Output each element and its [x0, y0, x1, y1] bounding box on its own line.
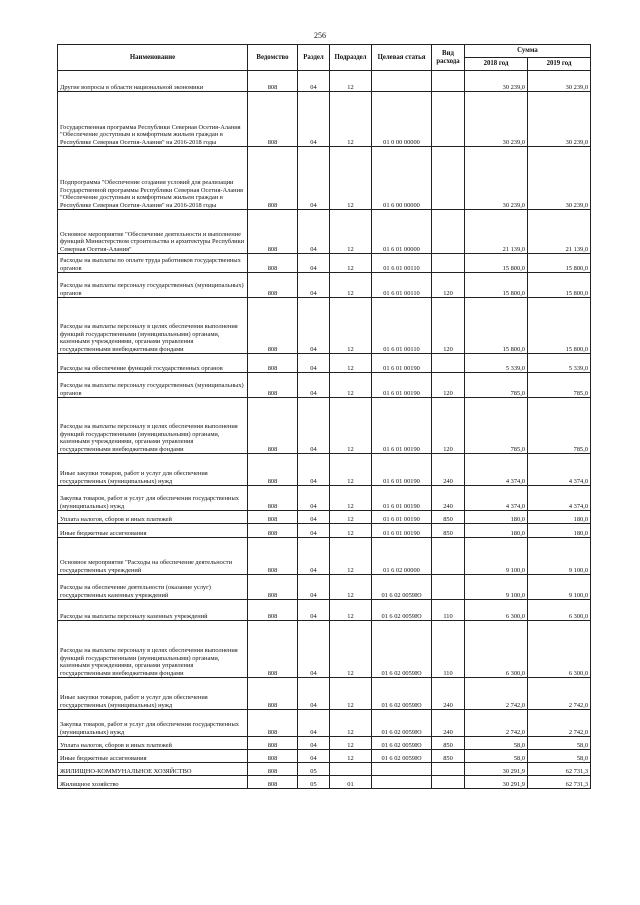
cell-exp-type — [432, 147, 465, 210]
cell-sum-2018: 4 374,0 — [465, 486, 528, 511]
cell-article: 01 6 01 00110 — [372, 273, 432, 298]
cell-name: Расходы на выплаты персоналу государственных (муниципальных) органов — [58, 373, 248, 398]
cell-dept: 808 — [248, 92, 298, 147]
cell-section: 05 — [298, 763, 330, 776]
cell-sum-2019: 58,0 — [528, 750, 591, 763]
cell-name: Закупка товаров, работ и услуг для обеспечения государственных (муниципальных) нужд — [58, 486, 248, 511]
cell-sum-2019: 2 742,0 — [528, 678, 591, 710]
cell-section: 04 — [298, 398, 330, 454]
cell-sum-2019: 180,0 — [528, 524, 591, 538]
cell-sum-2018: 2 742,0 — [465, 710, 528, 737]
cell-section: 04 — [298, 210, 330, 254]
cell-name: Расходы на выплаты персоналу казенных учреждений — [58, 600, 248, 621]
cell-name: Расходы на выплаты персоналу государственных (муниципальных) органов — [58, 273, 248, 298]
cell-sum-2019: 15 800,0 — [528, 298, 591, 354]
cell-subsection: 12 — [330, 398, 372, 454]
cell-sum-2019: 30 239,0 — [528, 71, 591, 92]
cell-dept: 808 — [248, 254, 298, 273]
cell-exp-type: 120 — [432, 373, 465, 398]
cell-dept: 808 — [248, 750, 298, 763]
cell-sum-2019: 30 239,0 — [528, 147, 591, 210]
cell-exp-type — [432, 354, 465, 373]
cell-sum-2019: 15 800,0 — [528, 273, 591, 298]
cell-article: 01 6 01 00000 — [372, 210, 432, 254]
cell-article: 01 6 01 00190 — [372, 354, 432, 373]
cell-sum-2018: 30 291,9 — [465, 763, 528, 776]
cell-section: 04 — [298, 147, 330, 210]
cell-sum-2018: 58,0 — [465, 750, 528, 763]
cell-name: Уплата налогов, сборов и иных платежей — [58, 511, 248, 524]
cell-article: 01 6 01 00190 — [372, 486, 432, 511]
cell-sum-2019: 785,0 — [528, 398, 591, 454]
table-row — [58, 454, 591, 486]
cell-exp-type: 850 — [432, 737, 465, 750]
cell-exp-type: 240 — [432, 710, 465, 737]
cell-dept: 808 — [248, 273, 298, 298]
cell-name: Закупка товаров, работ и услуг для обеспечения государственных (муниципальных) нужд — [58, 710, 248, 737]
cell-dept: 808 — [248, 575, 298, 600]
header-dept: Ведомство — [248, 45, 298, 71]
cell-subsection — [330, 763, 372, 776]
cell-sum-2018: 6 300,0 — [465, 600, 528, 621]
cell-exp-type: 120 — [432, 273, 465, 298]
cell-name: Подпрограмма "Обеспечение создания условий для реализации Государственной программы Республики Северная Осетия-Алания "Обеспечение доступным и комфортным жильем граждан в Республике Северная Осетия-Алания" на 2016-2018 годы — [58, 147, 248, 210]
cell-exp-type: 120 — [432, 298, 465, 354]
cell-name: Расходы на выплаты персоналу в целях обеспечения выполнения функций государственными (муниципальными) органами, казенными учреждениями, органами управления государственными внебюджетными фондами — [58, 398, 248, 454]
cell-sum-2018: 2 742,0 — [465, 678, 528, 710]
cell-name: Расходы на выплаты персоналу в целях обеспечения выполнения функций государственными (муниципальными) органами, казенными учреждениями, органами управления государственными внебюджетными фондами — [58, 621, 248, 678]
cell-exp-type: 240 — [432, 454, 465, 486]
cell-section: 04 — [298, 621, 330, 678]
cell-section: 04 — [298, 511, 330, 524]
cell-dept: 808 — [248, 511, 298, 524]
cell-name: Иные закупки товаров, работ и услуг для обеспечения государственных (муниципальных) нужд — [58, 678, 248, 710]
cell-exp-type: 240 — [432, 486, 465, 511]
cell-subsection: 12 — [330, 298, 372, 354]
cell-sum-2019: 5 339,0 — [528, 354, 591, 373]
table-row — [58, 678, 591, 710]
cell-dept: 808 — [248, 298, 298, 354]
cell-name: Расходы на выплаты по оплате труда работников государственных органов — [58, 254, 248, 273]
cell-subsection: 01 — [330, 776, 372, 789]
cell-sum-2019: 4 374,0 — [528, 454, 591, 486]
table-row — [58, 763, 591, 776]
cell-exp-type — [432, 210, 465, 254]
cell-dept: 808 — [248, 737, 298, 750]
cell-subsection: 12 — [330, 373, 372, 398]
cell-name: Уплата налогов, сборов и иных платежей — [58, 737, 248, 750]
cell-sum-2018: 6 300,0 — [465, 621, 528, 678]
cell-subsection: 12 — [330, 710, 372, 737]
table-row — [58, 538, 591, 575]
cell-sum-2018: 30 239,0 — [465, 71, 528, 92]
cell-sum-2019: 785,0 — [528, 373, 591, 398]
table-row — [58, 621, 591, 678]
header-name: Наименование — [58, 45, 248, 71]
cell-sum-2019: 4 374,0 — [528, 486, 591, 511]
header-year-2019: 2019 год — [528, 58, 591, 71]
cell-sum-2018: 15 800,0 — [465, 273, 528, 298]
table-row — [58, 511, 591, 524]
cell-article: 01 6 02 0059Ю — [372, 678, 432, 710]
cell-dept: 808 — [248, 538, 298, 575]
cell-sum-2019: 58,0 — [528, 737, 591, 750]
cell-article: 01 6 01 00110 — [372, 254, 432, 273]
cell-section: 04 — [298, 354, 330, 373]
cell-name: Расходы на обеспечение функций государственных органов — [58, 354, 248, 373]
cell-subsection: 12 — [330, 750, 372, 763]
cell-subsection: 12 — [330, 737, 372, 750]
cell-dept: 808 — [248, 398, 298, 454]
cell-name: Иные закупки товаров, работ и услуг для обеспечения государственных (муниципальных) нужд — [58, 454, 248, 486]
cell-name: Иные бюджетные ассигнования — [58, 750, 248, 763]
cell-subsection: 12 — [330, 678, 372, 710]
cell-exp-type — [432, 254, 465, 273]
cell-subsection: 12 — [330, 254, 372, 273]
table-row — [58, 298, 591, 354]
cell-sum-2019: 9 100,0 — [528, 538, 591, 575]
cell-section: 04 — [298, 71, 330, 92]
cell-sum-2018: 785,0 — [465, 398, 528, 454]
cell-dept: 808 — [248, 373, 298, 398]
cell-section: 04 — [298, 750, 330, 763]
table-row — [58, 398, 591, 454]
cell-sum-2018: 21 139,0 — [465, 210, 528, 254]
table-row — [58, 210, 591, 254]
cell-dept: 808 — [248, 763, 298, 776]
cell-sum-2018: 58,0 — [465, 737, 528, 750]
cell-section: 04 — [298, 524, 330, 538]
table-row — [58, 524, 591, 538]
cell-article: 01 6 01 00190 — [372, 373, 432, 398]
cell-section: 04 — [298, 710, 330, 737]
cell-exp-type: 110 — [432, 600, 465, 621]
cell-section: 04 — [298, 600, 330, 621]
cell-article: 01 6 01 00110 — [372, 298, 432, 354]
cell-article: 01 6 01 00190 — [372, 524, 432, 538]
cell-subsection: 12 — [330, 147, 372, 210]
cell-article — [372, 763, 432, 776]
cell-sum-2019: 30 239,0 — [528, 92, 591, 147]
cell-name: Основное мероприятие "Расходы на обеспечение деятельности государственных учреждений — [58, 538, 248, 575]
table-row — [58, 71, 591, 92]
cell-subsection: 12 — [330, 538, 372, 575]
cell-sum-2018: 5 339,0 — [465, 354, 528, 373]
table-row — [58, 750, 591, 763]
cell-sum-2019: 15 800,0 — [528, 254, 591, 273]
cell-exp-type — [432, 71, 465, 92]
cell-name: Основное мероприятие "Обеспечение деятельности и выполнение функций Министерством строительства и архитектуры Республики Северная Осетия-Алания" — [58, 210, 248, 254]
table-row — [58, 147, 591, 210]
header-exp-type: Вид расхода — [432, 45, 465, 71]
cell-subsection: 12 — [330, 273, 372, 298]
cell-dept: 808 — [248, 600, 298, 621]
cell-article: 01 6 02 00000 — [372, 538, 432, 575]
page-number: 256 — [314, 31, 326, 40]
table-row — [58, 254, 591, 273]
cell-dept: 808 — [248, 147, 298, 210]
cell-sum-2019: 9 100,0 — [528, 575, 591, 600]
table-row — [58, 710, 591, 737]
cell-article: 01 6 02 0059Ю — [372, 621, 432, 678]
cell-subsection: 12 — [330, 575, 372, 600]
cell-dept: 808 — [248, 710, 298, 737]
cell-name: Расходы на обеспечение деятельности (оказание услуг) государственных казенных учреждений — [58, 575, 248, 600]
cell-dept: 808 — [248, 486, 298, 511]
cell-section: 04 — [298, 486, 330, 511]
cell-sum-2018: 4 374,0 — [465, 454, 528, 486]
cell-section: 04 — [298, 575, 330, 600]
cell-exp-type — [432, 763, 465, 776]
cell-exp-type: 110 — [432, 621, 465, 678]
cell-sum-2018: 785,0 — [465, 373, 528, 398]
cell-section: 04 — [298, 92, 330, 147]
cell-section: 04 — [298, 454, 330, 486]
cell-article: 01 6 02 0059Ю — [372, 750, 432, 763]
table-row — [58, 354, 591, 373]
cell-sum-2018: 30 291,9 — [465, 776, 528, 789]
cell-subsection: 12 — [330, 511, 372, 524]
cell-dept: 808 — [248, 524, 298, 538]
cell-sum-2019: 62 731,3 — [528, 763, 591, 776]
cell-sum-2019: 6 300,0 — [528, 621, 591, 678]
table-row — [58, 776, 591, 789]
cell-exp-type — [432, 538, 465, 575]
cell-sum-2018: 9 100,0 — [465, 575, 528, 600]
cell-article: 01 0 00 00000 — [372, 92, 432, 147]
cell-section: 04 — [298, 373, 330, 398]
cell-article — [372, 71, 432, 92]
cell-exp-type — [432, 776, 465, 789]
table-row — [58, 273, 591, 298]
cell-sum-2019: 2 742,0 — [528, 710, 591, 737]
cell-article: 01 6 00 00000 — [372, 147, 432, 210]
cell-exp-type — [432, 575, 465, 600]
cell-article — [372, 776, 432, 789]
cell-exp-type: 120 — [432, 398, 465, 454]
cell-sum-2018: 15 800,0 — [465, 298, 528, 354]
cell-article: 01 6 01 00190 — [372, 511, 432, 524]
cell-subsection: 12 — [330, 454, 372, 486]
cell-exp-type: 850 — [432, 524, 465, 538]
cell-section: 04 — [298, 298, 330, 354]
cell-article: 01 6 01 00190 — [372, 398, 432, 454]
cell-section: 04 — [298, 678, 330, 710]
cell-subsection: 12 — [330, 354, 372, 373]
budget-table — [57, 44, 591, 789]
cell-section: 05 — [298, 776, 330, 789]
cell-exp-type: 850 — [432, 750, 465, 763]
cell-article: 01 6 01 00190 — [372, 454, 432, 486]
cell-sum-2019: 62 731,3 — [528, 776, 591, 789]
header-sum: Сумма — [465, 45, 591, 58]
cell-dept: 808 — [248, 354, 298, 373]
table-row — [58, 373, 591, 398]
cell-sum-2019: 6 300,0 — [528, 600, 591, 621]
cell-section: 04 — [298, 254, 330, 273]
table-row — [58, 92, 591, 147]
table-row — [58, 600, 591, 621]
cell-subsection: 12 — [330, 210, 372, 254]
cell-exp-type: 240 — [432, 678, 465, 710]
header-subsection: Подраздел — [330, 45, 372, 71]
table-row — [58, 575, 591, 600]
cell-article: 01 6 02 0059Ю — [372, 575, 432, 600]
cell-subsection: 12 — [330, 71, 372, 92]
table-row — [58, 486, 591, 511]
cell-dept: 808 — [248, 678, 298, 710]
cell-exp-type: 850 — [432, 511, 465, 524]
header-year-2018: 2018 год — [465, 58, 528, 71]
cell-sum-2019: 21 139,0 — [528, 210, 591, 254]
cell-sum-2018: 15 800,0 — [465, 254, 528, 273]
header-article: Целевая статья — [372, 45, 432, 71]
cell-section: 04 — [298, 538, 330, 575]
cell-name: Расходы на выплаты персоналу в целях обеспечения выполнения функций государственными (муниципальными) органами, казенными учреждениями, органами управления государственными внебюджетными фондами — [58, 298, 248, 354]
cell-sum-2018: 9 100,0 — [465, 538, 528, 575]
cell-subsection: 12 — [330, 92, 372, 147]
cell-sum-2018: 180,0 — [465, 511, 528, 524]
cell-article: 01 6 02 0059Ю — [372, 600, 432, 621]
cell-subsection: 12 — [330, 486, 372, 511]
header-section: Раздел — [298, 45, 330, 71]
cell-subsection: 12 — [330, 621, 372, 678]
cell-dept: 808 — [248, 71, 298, 92]
cell-article: 01 6 02 0059Ю — [372, 737, 432, 750]
cell-subsection: 12 — [330, 600, 372, 621]
table-body — [58, 71, 591, 789]
cell-exp-type — [432, 92, 465, 147]
cell-sum-2018: 180,0 — [465, 524, 528, 538]
cell-dept: 808 — [248, 454, 298, 486]
cell-article: 01 6 02 0059Ю — [372, 710, 432, 737]
cell-sum-2019: 180,0 — [528, 511, 591, 524]
cell-name: Государственная программа Республики Северная Осетия-Алания "Обеспечение доступным и комфортным жильем граждан в Республике Северная Осетия-Алания" на 2016-2018 годы — [58, 92, 248, 147]
cell-sum-2018: 30 239,0 — [465, 147, 528, 210]
cell-section: 04 — [298, 737, 330, 750]
cell-name: ЖИЛИЩНО-КОММУНАЛЬНОЕ ХОЗЯЙСТВО — [58, 763, 248, 776]
cell-section: 04 — [298, 273, 330, 298]
cell-subsection: 12 — [330, 524, 372, 538]
cell-sum-2018: 30 239,0 — [465, 92, 528, 147]
cell-name: Другие вопросы в области национальной экономики — [58, 71, 248, 92]
cell-dept: 808 — [248, 776, 298, 789]
table-row — [58, 737, 591, 750]
cell-name: Жилищное хозяйство — [58, 776, 248, 789]
cell-dept: 808 — [248, 210, 298, 254]
cell-dept: 808 — [248, 621, 298, 678]
cell-name: Иные бюджетные ассигнования — [58, 524, 248, 538]
